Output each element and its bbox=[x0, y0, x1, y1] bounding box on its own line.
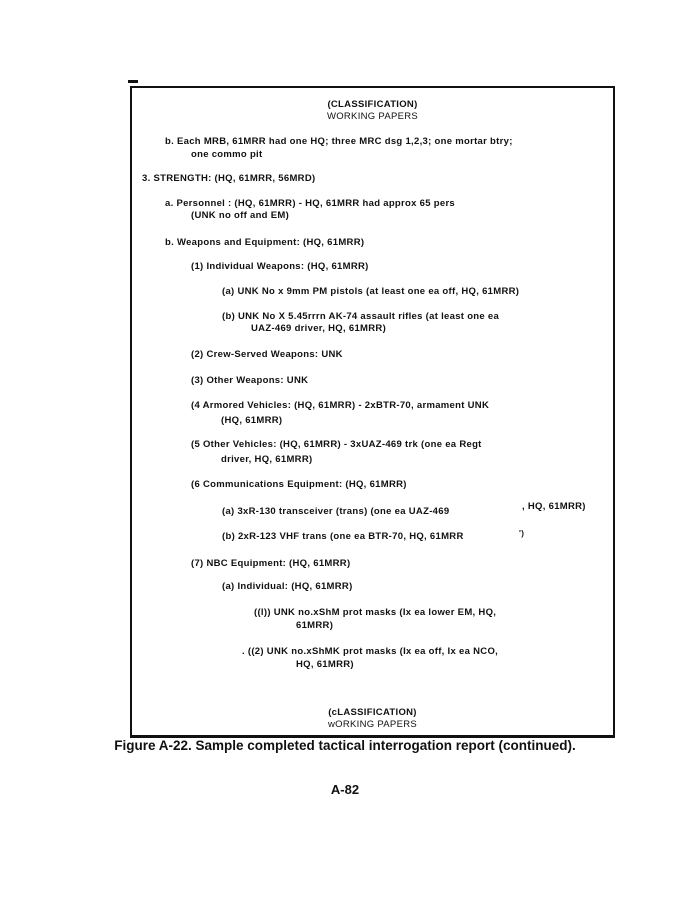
crew-served-weapons: (2) Crew-Served Weapons: UNK bbox=[191, 349, 343, 360]
page-number: A-82 bbox=[330, 782, 360, 797]
figure-caption: Figure A-22. Sample completed tactical interrogation report (continued). bbox=[114, 738, 576, 753]
shmk-masks-line2: HQ, 61MRR) bbox=[296, 659, 354, 670]
vhf-trans-line-tail: ') bbox=[519, 529, 525, 538]
footer-classification: (cLASSIFICATION) bbox=[328, 707, 417, 718]
corner-mark bbox=[128, 80, 138, 83]
personnel-line1: a. Personnel : (HQ, 61MRR) - HQ, 61MRR had approx 65 pers bbox=[165, 198, 456, 209]
other-weapons: (3) Other Weapons: UNK bbox=[191, 375, 309, 386]
armored-vehicles-line1: (4 Armored Vehicles: (HQ, 61MRR) - 2xBTR-70, armament UNK bbox=[191, 400, 490, 411]
footer-working-papers: wORKING PAPERS bbox=[327, 719, 417, 730]
shm-masks-line1: ((l)) UNK no.xShM prot masks (Ix ea lower EM, HQ, bbox=[254, 607, 497, 618]
other-vehicles-line2: driver, HQ, 61MRR) bbox=[221, 454, 313, 465]
transceiver-line: (a) 3xR-130 transceiver (trans) (one ea UAZ-469 bbox=[222, 506, 450, 517]
weapons-heading: b. Weapons and Equipment: (HQ, 61MRR) bbox=[165, 237, 365, 248]
rifles-line1: (b) UNK No X 5.45rrrn AK-74 assault rifles (at least one ea bbox=[222, 311, 500, 322]
shmk-masks-line1: . ((2) UNK no.xShMK prot masks (Ix ea off, Ix ea NCO, bbox=[242, 646, 499, 657]
nbc-equipment: (7) NBC Equipment: (HQ, 61MRR) bbox=[191, 558, 351, 569]
para-b-line1: b. Each MRB, 61MRR had one HQ; three MRC dsg 1,2,3; one mortar btry; bbox=[165, 136, 513, 147]
other-vehicles-line1: (5 Other Vehicles: (HQ, 61MRR) - 3xUAZ-469 trk (one ea Regt bbox=[191, 439, 482, 450]
communications-equipment: (6 Communications Equipment: (HQ, 61MRR) bbox=[191, 479, 407, 490]
pistols-line: (a) UNK No x 9mm PM pistols (at least one ea off, HQ, 61MRR) bbox=[222, 286, 520, 297]
armored-vehicles-line2: (HQ, 61MRR) bbox=[221, 415, 283, 426]
shm-masks-line2: 61MRR) bbox=[296, 620, 334, 631]
individual-weapons: (1) Individual Weapons: (HQ, 61MRR) bbox=[191, 261, 369, 272]
vhf-trans-line: (b) 2xR-123 VHF trans (one ea BTR-70, HQ, 61MRR bbox=[222, 531, 464, 542]
nbc-individual: (a) Individual: (HQ, 61MRR) bbox=[222, 581, 353, 592]
header-working-papers: WORKING PAPERS bbox=[326, 111, 419, 122]
personnel-line2: (UNK no off and EM) bbox=[191, 210, 290, 221]
rifles-line2: UAZ-469 driver, HQ, 61MRR) bbox=[251, 323, 387, 334]
strength-heading: 3. STRENGTH: (HQ, 61MRR, 56MRD) bbox=[142, 173, 316, 184]
para-b-line2: one commo pit bbox=[191, 149, 263, 160]
transceiver-line-tail: , HQ, 61MRR) bbox=[522, 501, 586, 512]
header-classification: (CLASSIFICATION) bbox=[327, 99, 418, 110]
